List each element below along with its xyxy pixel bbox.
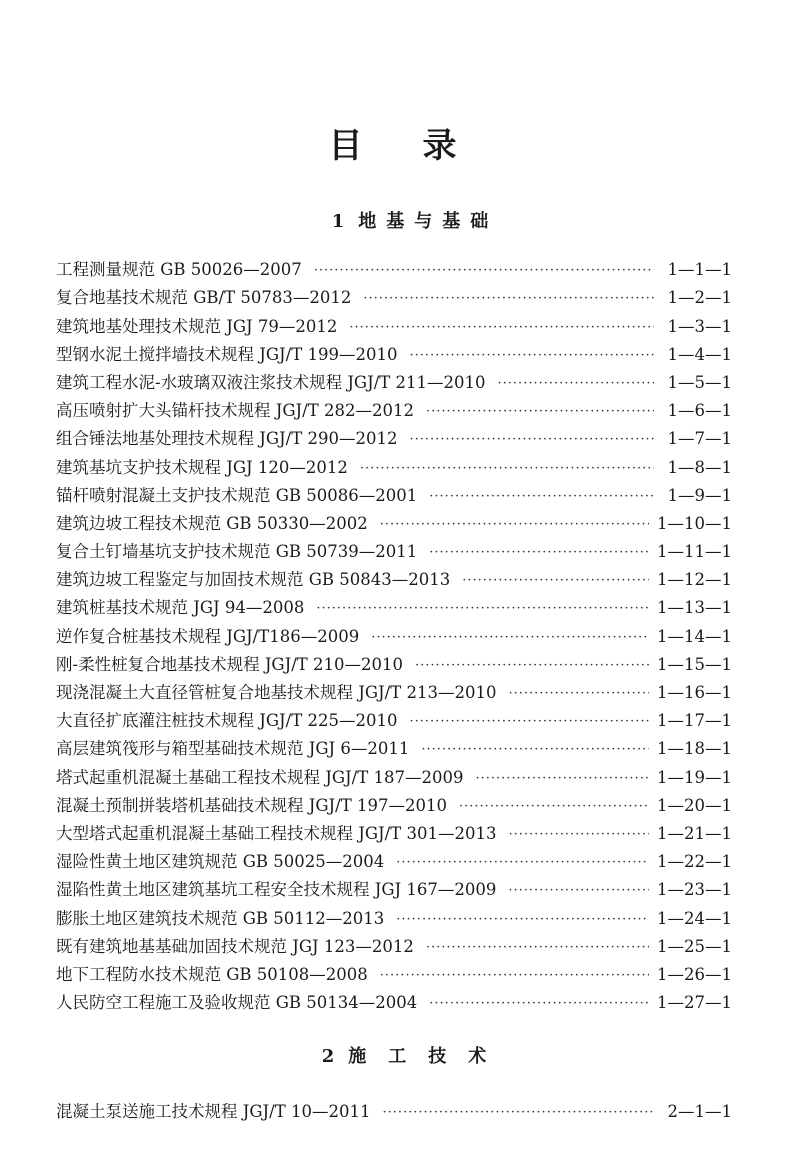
section-number: 2: [321, 1046, 335, 1067]
toc-entry[interactable]: [56, 901, 732, 929]
toc-entry-title: 人民防空工程施工及验收规范 GB 50134—2004: [56, 993, 418, 1013]
toc-entry[interactable]: [56, 366, 732, 394]
toc-entry-page: 1—22—1: [657, 852, 732, 872]
toc-entry[interactable]: [56, 789, 732, 817]
toc-entry-title: 混凝土泵送施工技术规程 JGJ/T 10—2011: [56, 1102, 371, 1122]
toc-entry[interactable]: [56, 338, 732, 366]
toc-entry-page: 1—12—1: [657, 570, 732, 590]
toc-entry-title: 混凝土预制拼装塔机基础技术规程 JGJ/T 197—2010: [56, 795, 447, 815]
toc-entry-title: 地下工程防水技术规范 GB 50108—2008: [56, 964, 368, 984]
toc-entry-page: 1—25—1: [657, 936, 732, 956]
toc-entry-page: 1—2—1: [667, 288, 732, 308]
toc-entry[interactable]: [56, 394, 732, 422]
toc-entry-title: 刚-柔性桩复合地基技术规程 JGJ/T 210—2010: [56, 654, 404, 674]
toc-entry-page: 1—3—1: [667, 316, 732, 336]
toc-entry-page: 1—10—1: [657, 513, 732, 533]
toc-entry-page: 1—20—1: [657, 795, 732, 815]
toc-entry-title: 建筑基坑支护技术规程 JGJ 120—2012: [56, 457, 348, 477]
toc-leader-dots: [382, 1103, 654, 1123]
toc-entry-page: 2—1—1: [667, 1102, 732, 1122]
section-name: 施工技术: [348, 1046, 509, 1067]
toc-entry-page: 1—9—1: [667, 485, 732, 505]
toc-leader-dots: [314, 261, 654, 281]
toc-leader-dots: [371, 628, 649, 648]
toc-entry[interactable]: [56, 535, 732, 563]
toc-leader-dots: [396, 853, 649, 873]
toc-entry-page: 1—18—1: [657, 739, 732, 759]
toc-entry[interactable]: [56, 986, 732, 1014]
toc-leader-dots: [475, 769, 649, 789]
toc-entry-title: 大直径扩底灌注桩技术规程 JGJ/T 225—2010: [56, 711, 398, 731]
toc-entry[interactable]: [56, 676, 732, 704]
toc-leader-dots: [396, 910, 649, 930]
toc-entry-title: 膨胀土地区建筑技术规范 GB 50112—2013: [56, 908, 385, 928]
toc-entry[interactable]: [56, 591, 732, 619]
toc-entry-page: 1—24—1: [657, 908, 732, 928]
toc-list-section-2: [56, 1095, 732, 1123]
toc-leader-dots: [415, 656, 649, 676]
toc-entry[interactable]: [56, 253, 732, 281]
toc-leader-dots: [409, 712, 649, 732]
toc-entry-page: 1—23—1: [657, 880, 732, 900]
toc-entry-title: 型钢水泥土搅拌墙技术规程 JGJ/T 199—2010: [56, 344, 398, 364]
toc-entry-page: 1—14—1: [657, 626, 732, 646]
toc-entry[interactable]: [56, 760, 732, 788]
toc-leader-dots: [349, 318, 654, 338]
toc-leader-dots: [459, 797, 649, 817]
toc-entry-page: 1—6—1: [667, 401, 732, 421]
toc-entry[interactable]: [56, 1095, 732, 1123]
toc-leader-dots: [498, 374, 654, 394]
toc-entry[interactable]: [56, 930, 732, 958]
toc-entry[interactable]: [56, 873, 732, 901]
toc-leader-dots: [363, 289, 654, 309]
toc-entry-title: 塔式起重机混凝土基础工程技术规程 JGJ/T 187—2009: [56, 767, 464, 787]
toc-entry[interactable]: [56, 732, 732, 760]
toc-leader-dots: [360, 459, 654, 479]
toc-leader-dots: [409, 430, 654, 450]
page-title: 目录: [328, 125, 517, 166]
toc-entry-title: 建筑桩基技术规范 JGJ 94—2008: [56, 598, 305, 618]
toc-list-section-1: [56, 253, 732, 1014]
toc-entry-title: 组合锤法地基处理技术规程 JGJ/T 290—2012: [56, 429, 398, 449]
section-name: 地基与基础: [358, 211, 499, 232]
toc-entry-title: 建筑地基处理技术规范 JGJ 79—2012: [56, 316, 338, 336]
toc-entry-title: 建筑边坡工程鉴定与加固技术规范 GB 50843—2013: [56, 570, 451, 590]
toc-leader-dots: [462, 571, 649, 591]
toc-entry-page: 1—13—1: [657, 598, 732, 618]
toc-entry[interactable]: [56, 450, 732, 478]
toc-entry-title: 建筑边坡工程技术规范 GB 50330—2002: [56, 513, 368, 533]
toc-entry-title: 高层建筑筏形与箱型基础技术规范 JGJ 6—2011: [56, 739, 410, 759]
toc-entry-title: 湿陷性黄土地区建筑基坑工程安全技术规程 JGJ 167—2009: [56, 880, 497, 900]
toc-entry-page: 1—11—1: [657, 542, 732, 562]
toc-entry-title: 建筑工程水泥-水玻璃双液注浆技术规程 JGJ/T 211—2010: [56, 372, 486, 392]
toc-entry-title: 大型塔式起重机混凝土基础工程技术规程 JGJ/T 301—2013: [56, 823, 497, 843]
toc-leader-dots: [429, 994, 649, 1014]
toc-leader-dots: [429, 543, 649, 563]
section-heading-2: [0, 1045, 790, 1069]
toc-entry-title: 锚杆喷射混凝土支护技术规范 GB 50086—2001: [56, 485, 418, 505]
toc-entry[interactable]: [56, 619, 732, 647]
toc-leader-dots: [508, 684, 649, 704]
toc-entry[interactable]: [56, 309, 732, 337]
toc-entry-title: 高压喷射扩大头锚杆技术规程 JGJ/T 282—2012: [56, 401, 414, 421]
toc-entry-title: 复合地基技术规范 GB/T 50783—2012: [56, 288, 352, 308]
toc-entry-title: 湿险性黄土地区建筑规范 GB 50025—2004: [56, 852, 385, 872]
toc-entry-page: 1—17—1: [657, 711, 732, 731]
toc-entry-page: 1—21—1: [657, 823, 732, 843]
toc-leader-dots: [426, 402, 654, 422]
toc-leader-dots: [429, 487, 654, 507]
toc-leader-dots: [508, 825, 649, 845]
toc-entry[interactable]: [56, 507, 732, 535]
toc-leader-dots: [380, 966, 649, 986]
toc-entry-title: 工程测量规范 GB 50026—2007: [56, 260, 302, 280]
section-number: 1: [331, 211, 345, 232]
toc-entry-page: 1—26—1: [657, 964, 732, 984]
toc-entry-page: 1—27—1: [657, 993, 732, 1013]
toc-leader-dots: [508, 881, 649, 901]
toc-entry[interactable]: [56, 958, 732, 986]
toc-entry-title: 现浇混凝土大直径管桩复合地基技术规程 JGJ/T 213—2010: [56, 683, 497, 702]
toc-entry[interactable]: [56, 704, 732, 732]
toc-leader-dots: [409, 346, 654, 366]
toc-entry-page: 1—5—1: [667, 372, 732, 392]
toc-entry-page: 1—8—1: [667, 457, 732, 477]
toc-entry-page: 1—7—1: [667, 429, 732, 449]
toc-leader-dots: [426, 938, 649, 958]
toc-entry[interactable]: [56, 479, 732, 507]
toc-entry-page: 1—19—1: [657, 767, 732, 787]
toc-entry[interactable]: [56, 845, 732, 873]
toc-entry-page: 1—4—1: [667, 344, 732, 364]
toc-entry[interactable]: [56, 281, 732, 309]
toc-entry[interactable]: [56, 422, 732, 450]
toc-entry-page: 1—16—1: [657, 683, 732, 702]
toc-entry[interactable]: [56, 817, 732, 845]
toc-entry[interactable]: [56, 563, 732, 591]
toc-entry-page: 1—15—1: [657, 654, 732, 674]
toc-leader-dots: [316, 599, 649, 619]
toc-leader-dots: [380, 515, 649, 535]
toc-entry-page: 1—1—1: [667, 260, 732, 280]
toc-entry-title: 既有建筑地基基础加固技术规范 JGJ 123—2012: [56, 936, 414, 956]
section-heading-1: [0, 210, 790, 234]
toc-leader-dots: [421, 740, 649, 760]
toc-entry-title: 逆作复合桩基技术规程 JGJ/T186—2009: [56, 626, 360, 646]
toc-entry-title: 复合土钉墙基坑支护技术规范 GB 50739—2011: [56, 542, 418, 562]
toc-entry[interactable]: [56, 648, 732, 676]
